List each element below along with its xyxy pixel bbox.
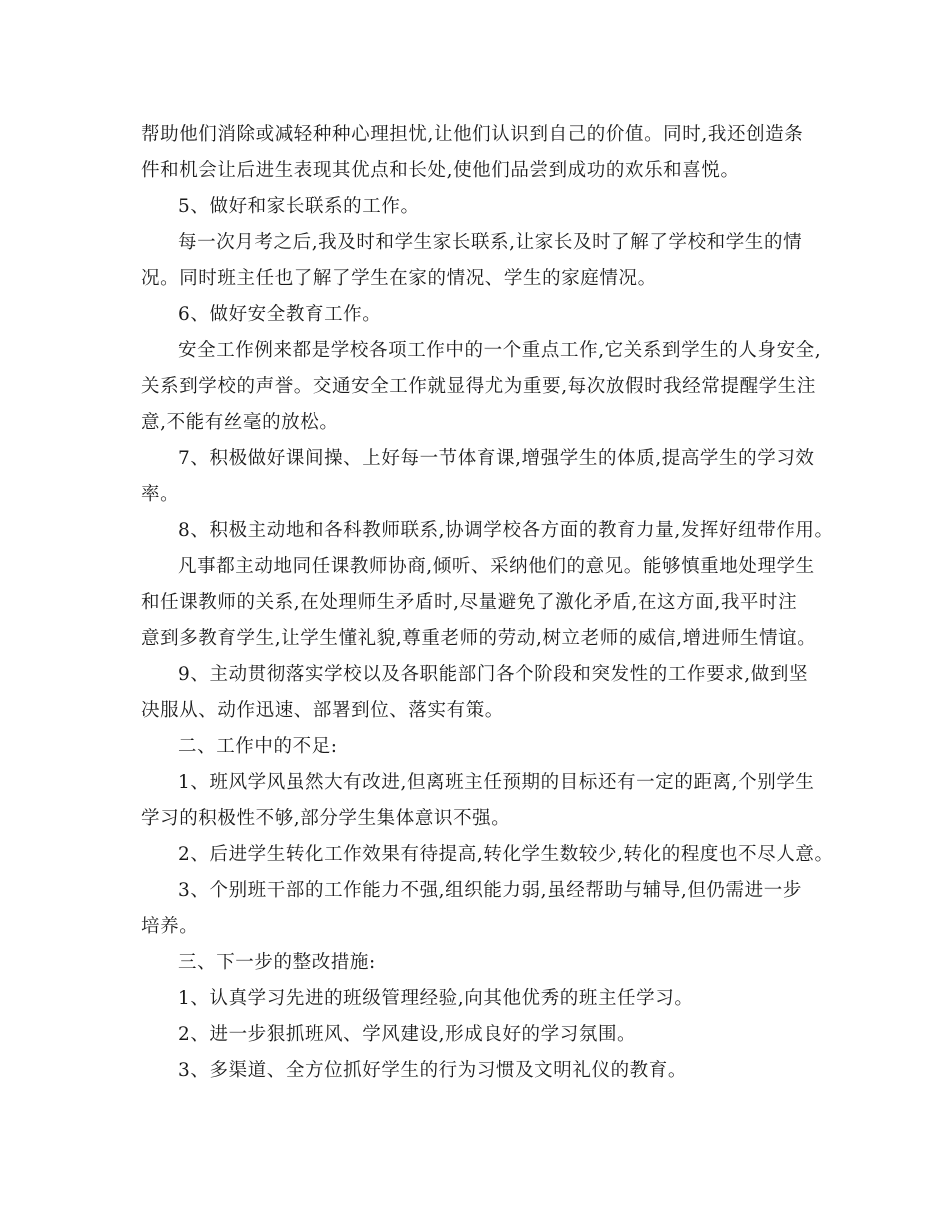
paragraph-line: 帮助他们消除或减轻种种心理担忧,让他们认识到自己的价值。同时,我还创造条 bbox=[141, 124, 804, 145]
section-heading: 5、做好和家长联系的工作。 bbox=[178, 196, 420, 217]
paragraph-line: 9、主动贯彻落实学校以及各职能部门各个阶段和突发性的工作要求,做到坚 bbox=[178, 664, 809, 685]
paragraph-line: 2、进一步狠抓班风、学风建设,形成良好的学习氛围。 bbox=[178, 1024, 637, 1045]
paragraph-line: 学习的积极性不够,部分学生集体意识不强。 bbox=[141, 808, 511, 829]
paragraph-line: 决服从、动作迅速、部署到位、落实有策。 bbox=[141, 700, 504, 721]
paragraph-line: 3、个别班干部的工作能力不强,组织能力弱,虽经帮助与辅导,但仍需进一步 bbox=[178, 880, 802, 901]
paragraph-line: 关系到学校的声誉。交通安全工作就显得尤为重要,每次放假时我经常提醒学生注 bbox=[141, 376, 816, 397]
section-heading: 二、工作中的不足: bbox=[178, 736, 338, 757]
paragraph-line: 1、班风学风虽然大有改进,但离班主任预期的目标还有一定的距离,个别学生 bbox=[178, 772, 815, 793]
paragraph-line: 培养。 bbox=[141, 916, 199, 937]
paragraph-line: 凡事都主动地同任课教师协商,倾听、采纳他们的意见。能够慎重地处理学生 bbox=[178, 556, 815, 577]
paragraph-line: 意到多教育学生,让学生懂礼貌,尊重老师的劳动,树立老师的威信,增进师生情谊。 bbox=[141, 628, 817, 649]
paragraph-line: 意,不能有丝毫的放松。 bbox=[141, 412, 339, 433]
paragraph-line: 7、积极做好课间操、上好每一节体育课,增强学生的体质,提高学生的学习效 bbox=[178, 448, 815, 469]
paragraph-line: 和任课教师的关系,在处理师生矛盾时,尽量避免了激化矛盾,在这方面,我平时注 bbox=[141, 592, 798, 613]
paragraph-line: 每一次月考之后,我及时和学生家长联系,让家长及时了解了学校和学生的情 bbox=[178, 232, 803, 253]
paragraph-line: 况。同时班主任也了解了学生在家的情况、学生的家庭情况。 bbox=[141, 268, 657, 289]
section-heading: 三、下一步的整改措施: bbox=[178, 952, 376, 973]
paragraph-line: 2、后进学生转化工作效果有待提高,转化学生数较少,转化的程度也不尽人意。 bbox=[178, 844, 834, 865]
paragraph-line: 率。 bbox=[141, 484, 180, 505]
paragraph-line: 件和机会让后进生表现其优点和长处,使他们品尝到成功的欢乐和喜悦。 bbox=[141, 160, 740, 181]
section-heading: 6、做好安全教育工作。 bbox=[178, 304, 382, 325]
paragraph-line: 1、认真学习先进的班级管理经验,向其他优秀的班主任学习。 bbox=[178, 988, 694, 1009]
paragraph-line: 安全工作例来都是学校各项工作中的一个重点工作,它关系到学生的人身安全, bbox=[178, 340, 822, 361]
paragraph-line: 3、多渠道、全方位抓好学生的行为习惯及文明礼仪的教育。 bbox=[178, 1060, 687, 1081]
paragraph-line: 8、积极主动地和各科教师联系,协调学校各方面的教育力量,发挥好纽带作用。 bbox=[178, 520, 834, 541]
